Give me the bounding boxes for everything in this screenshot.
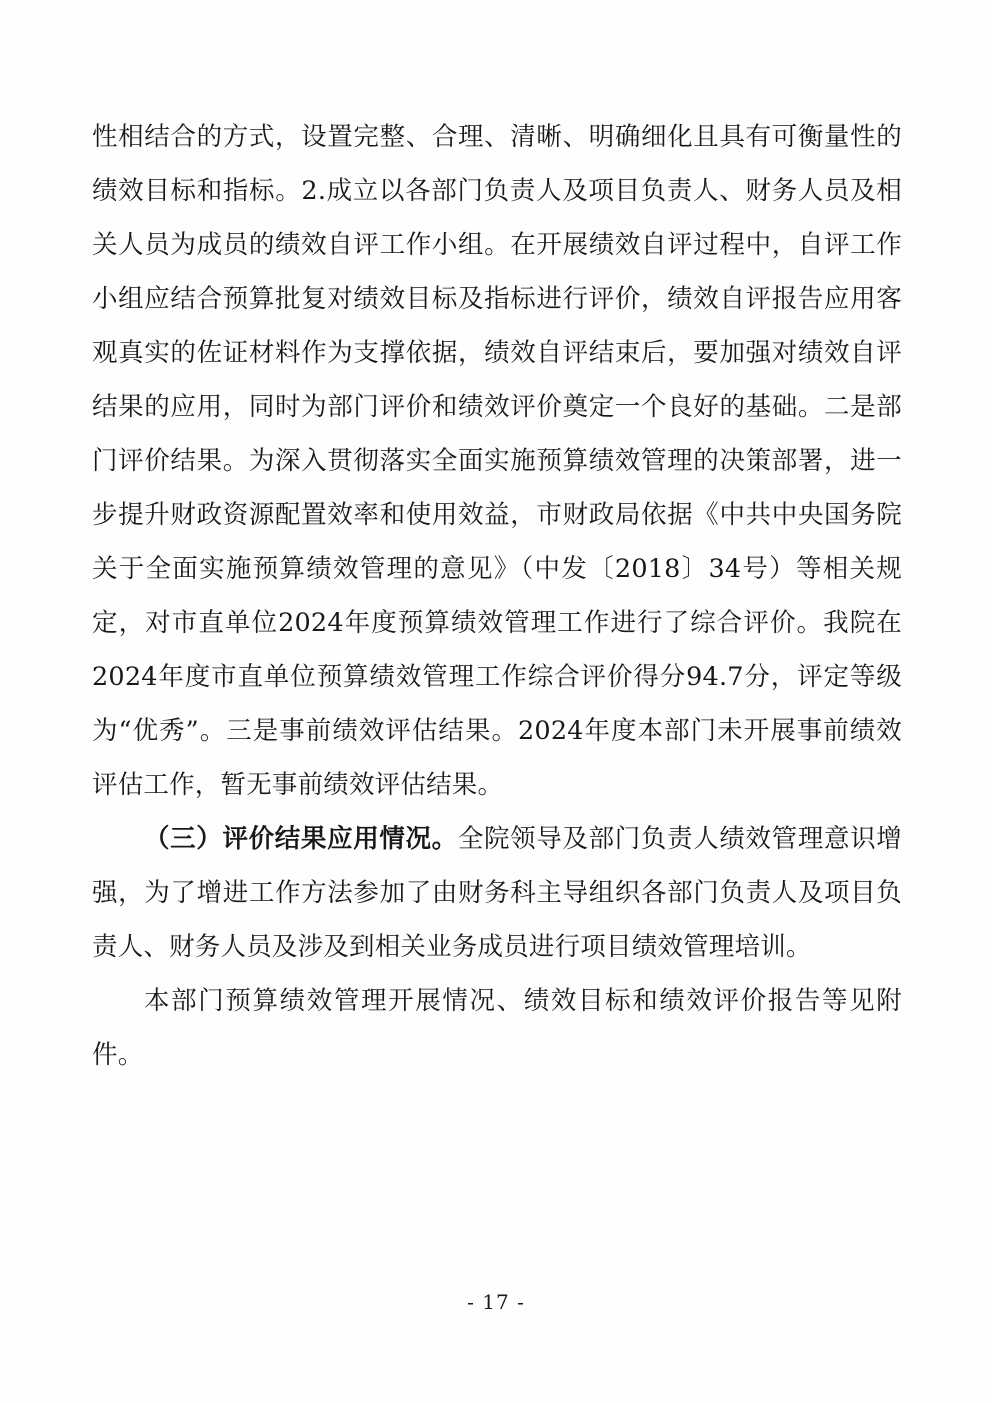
page-number-footer: - 17 - bbox=[467, 1290, 525, 1314]
paragraph-evaluation-application bbox=[92, 812, 902, 974]
paragraph-evaluation-application-text: 全院领导及部门负责人绩效管理意识增强，为了增进工作方法参加了由财务科主导组织各部门负责人及项目负责人、财务人员及涉及到相关业务成员进行项目绩效管理培训。 bbox=[92, 824, 902, 962]
section-heading-evaluation-application: （三）评价结果应用情况。 bbox=[144, 824, 458, 854]
paragraph-attachment-note: 本部门预算绩效管理开展情况、绩效目标和绩效评价报告等见附件。 bbox=[92, 986, 902, 1070]
paragraph-body-text: 性相结合的方式，设置完整、合理、清晰、明确细化且具有可衡量性的绩效目标和指标。2.成立以各部门负责人及项目负责人、财务人员及相关人员为成员的绩效自评工作小组。在开展绩效自评过程中，自评工作小组应结合预算批复对绩效目标及指标进行评价，绩效自评报告应用客观真实的佐证材料作为支撑依据，绩效自评结束后，要加强对绩效自评结果的应用，同时为部门评价和绩效评价奠定一个良好的基础。二是部门评价结果。为深入贯彻落实全面实施预算绩效管理的决策部署，进一步提升财政资源配置效率和使用效益，市财政局依据《中共中央国务院关于全面实施预算绩效管理的意见》（中发〔2018〕34号）等相关规定，对市直单位2024年度预算绩效管理工作进行了综合评价。我院在2024年度市直单位预算绩效管理工作综合评价得分94.7分，评定等级为“优秀”。三是事前绩效评估结果。2024年度本部门未开展事前绩效评估工作，暂无事前绩效评估结果。 bbox=[92, 122, 902, 800]
document-body bbox=[92, 110, 902, 1082]
